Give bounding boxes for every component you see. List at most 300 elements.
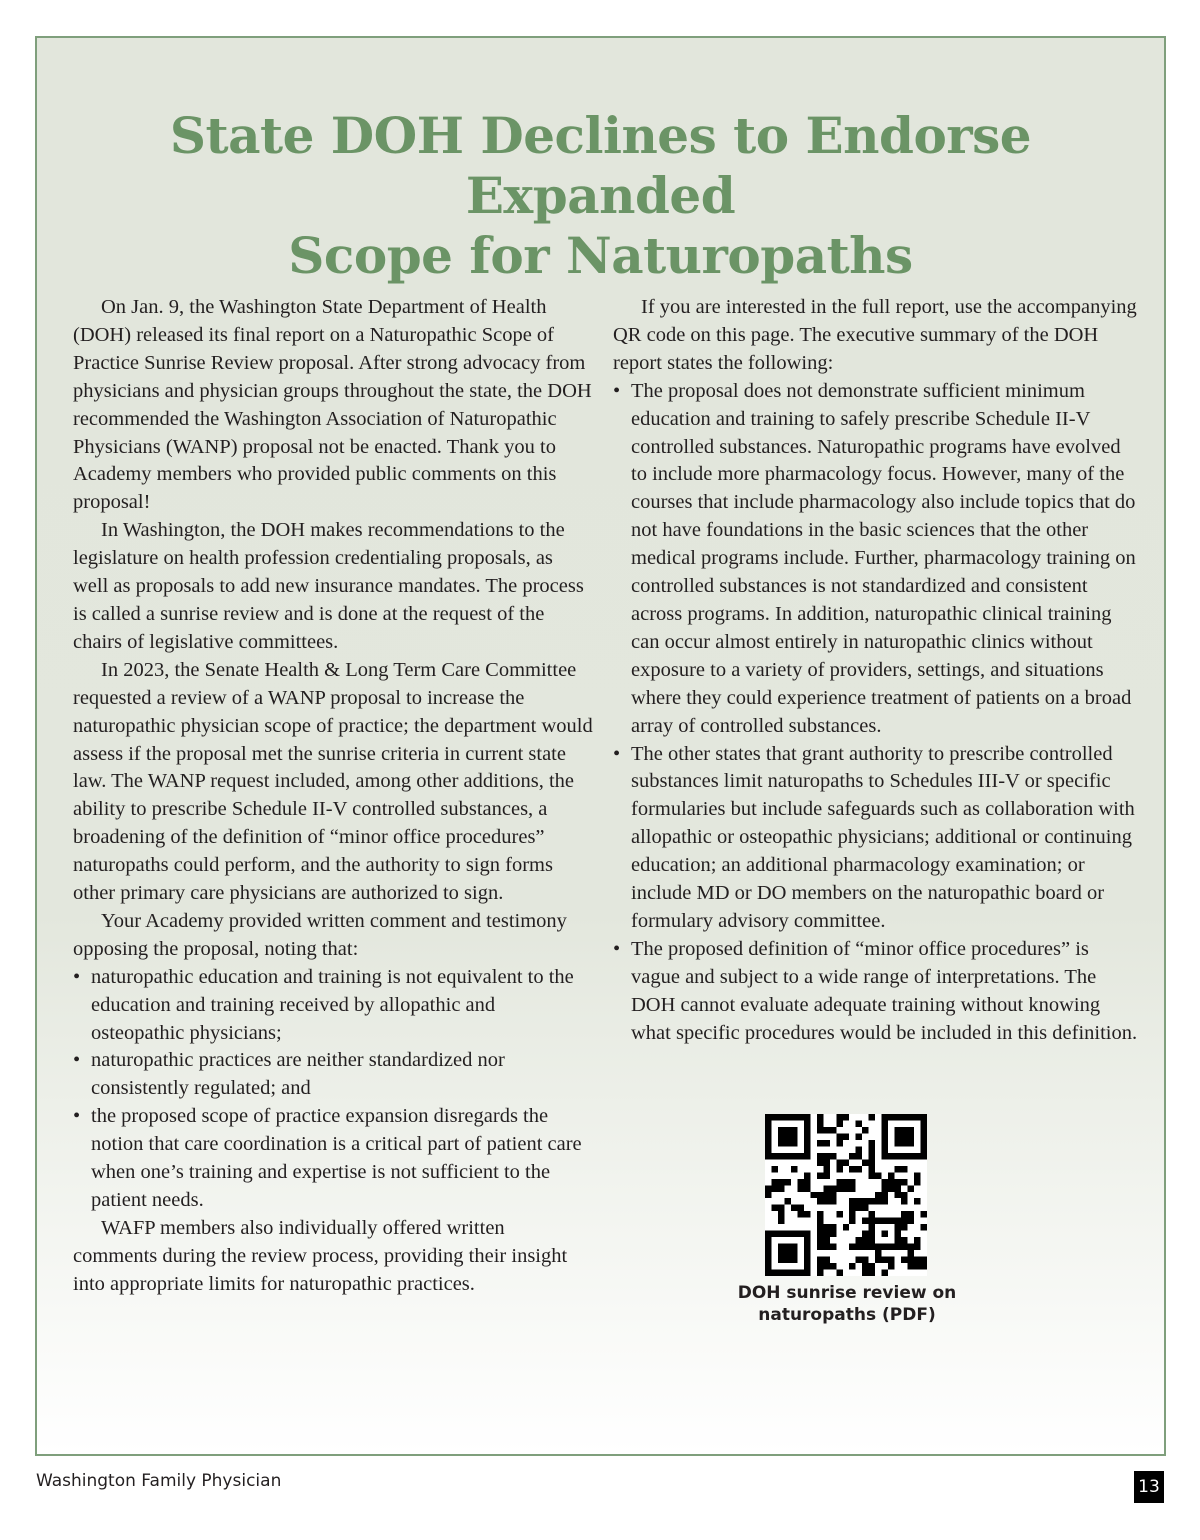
qr-module bbox=[862, 1205, 868, 1211]
qr-module bbox=[895, 1231, 901, 1237]
qr-module bbox=[784, 1127, 790, 1133]
qr-module bbox=[869, 1146, 875, 1152]
qr-module bbox=[791, 1140, 797, 1146]
qr-module bbox=[797, 1179, 803, 1185]
qr-module bbox=[875, 1192, 881, 1198]
qr-module bbox=[804, 1120, 810, 1126]
qr-module bbox=[856, 1133, 862, 1139]
qr-module bbox=[862, 1218, 868, 1224]
qr-module bbox=[843, 1114, 849, 1120]
qr-module bbox=[856, 1257, 862, 1263]
qr-module bbox=[908, 1257, 914, 1263]
qr-module bbox=[765, 1127, 771, 1133]
qr-module bbox=[778, 1127, 784, 1133]
qr-module bbox=[817, 1224, 823, 1230]
qr-module bbox=[784, 1231, 790, 1237]
qr-module bbox=[778, 1231, 784, 1237]
qr-module bbox=[765, 1263, 771, 1269]
qr-module bbox=[791, 1133, 797, 1139]
qr-module bbox=[901, 1133, 907, 1139]
qr-module bbox=[888, 1185, 894, 1191]
qr-module bbox=[804, 1172, 810, 1178]
qr-module bbox=[901, 1153, 907, 1159]
qr-module bbox=[778, 1114, 784, 1120]
qr-module bbox=[817, 1120, 823, 1126]
right-column bbox=[613, 294, 1138, 1047]
qr-module bbox=[908, 1218, 914, 1224]
list-item: • naturopathic practices are neither standardized nor consistently regulated; and bbox=[73, 1047, 593, 1103]
qr-module bbox=[869, 1198, 875, 1204]
qr-module bbox=[765, 1120, 771, 1126]
qr-module bbox=[823, 1166, 829, 1172]
qr-module bbox=[888, 1257, 894, 1263]
qr-module bbox=[804, 1250, 810, 1256]
qr-module bbox=[849, 1244, 855, 1250]
qr-module bbox=[791, 1270, 797, 1276]
qr-module bbox=[921, 1263, 927, 1269]
qr-module bbox=[856, 1198, 862, 1204]
paragraph: In Washington, the DOH makes recommendations to the legislature on health profession credentialing proposals, as well as proposals to add new insurance mandates. The process is called a sunrise review and is done at the request of the chairs of legislative committees. bbox=[73, 519, 584, 653]
qr-module bbox=[843, 1133, 849, 1139]
qr-module bbox=[895, 1114, 901, 1120]
qr-module bbox=[804, 1231, 810, 1237]
paragraph: If you are interested in the full report, use the accompanying QR code on this page. The executive summary of the DOH report states the following: bbox=[613, 296, 1137, 374]
qr-module bbox=[778, 1250, 784, 1256]
qr-module bbox=[765, 1231, 771, 1237]
qr-module bbox=[908, 1263, 914, 1269]
qr-module bbox=[862, 1270, 868, 1276]
qr-module bbox=[888, 1263, 894, 1269]
qr-module bbox=[869, 1159, 875, 1165]
qr-module bbox=[804, 1114, 810, 1120]
qr-module bbox=[882, 1114, 888, 1120]
qr-module bbox=[797, 1231, 803, 1237]
qr-module bbox=[843, 1224, 849, 1230]
qr-module bbox=[778, 1211, 784, 1217]
qr-module bbox=[856, 1237, 862, 1243]
qr-module bbox=[882, 1257, 888, 1263]
qr-module bbox=[856, 1205, 862, 1211]
qr-module bbox=[830, 1127, 836, 1133]
qr-module bbox=[921, 1211, 927, 1217]
qr-module bbox=[921, 1146, 927, 1152]
qr-module bbox=[771, 1153, 777, 1159]
qr-module bbox=[895, 1244, 901, 1250]
qr-module bbox=[817, 1211, 823, 1217]
qr-module bbox=[817, 1140, 823, 1146]
qr-module bbox=[771, 1179, 777, 1185]
page-number: 13 bbox=[1134, 1471, 1164, 1503]
qr-module bbox=[908, 1140, 914, 1146]
qr-module bbox=[908, 1250, 914, 1256]
qr-module bbox=[778, 1153, 784, 1159]
qr-module bbox=[784, 1140, 790, 1146]
qr-module bbox=[849, 1211, 855, 1217]
qr-module bbox=[849, 1263, 855, 1269]
list-item: • The other states that grant authority to prescribe controlled substances limit naturopaths to Schedules III-V or specific formularies but include safeguards such as collaboration with allopathic or osteopathic physicians; additional or continuing education; an additional pharmacology examination; or include MD or DO members on the naturopathic board or formulary advisory committee. bbox=[613, 741, 1138, 936]
qr-module bbox=[778, 1270, 784, 1276]
qr-module bbox=[888, 1179, 894, 1185]
paragraph: Your Academy provided written comment and testimony opposing the proposal, noting that: bbox=[73, 909, 567, 960]
qr-module bbox=[784, 1257, 790, 1263]
qr-module bbox=[914, 1257, 920, 1263]
qr-module bbox=[843, 1185, 849, 1191]
qr-module bbox=[817, 1218, 823, 1224]
qr-module bbox=[849, 1205, 855, 1211]
paragraph: WAFP members also individually offered written comments during the review process, providing their insight into appropriate limits for naturopathic practices. bbox=[73, 1216, 568, 1295]
qr-module bbox=[765, 1250, 771, 1256]
qr-module bbox=[765, 1244, 771, 1250]
qr-module bbox=[817, 1172, 823, 1178]
qr-module bbox=[797, 1211, 803, 1217]
qr-module bbox=[921, 1133, 927, 1139]
qr-module bbox=[771, 1231, 777, 1237]
qr-module bbox=[849, 1185, 855, 1191]
qr-module bbox=[804, 1140, 810, 1146]
qr-module bbox=[830, 1231, 836, 1237]
qr-module bbox=[817, 1244, 823, 1250]
qr-module bbox=[882, 1244, 888, 1250]
qr-module bbox=[914, 1179, 920, 1185]
qr-module bbox=[908, 1114, 914, 1120]
title-line-2: Scope for Naturopaths bbox=[288, 226, 913, 285]
qr-caption bbox=[697, 1282, 997, 1326]
qr-module bbox=[849, 1153, 855, 1159]
qr-module bbox=[765, 1192, 771, 1198]
qr-module bbox=[797, 1153, 803, 1159]
qr-module bbox=[921, 1224, 927, 1230]
qr-module bbox=[765, 1146, 771, 1152]
qr-module bbox=[862, 1159, 868, 1165]
qr-module bbox=[908, 1153, 914, 1159]
qr-module bbox=[856, 1120, 862, 1126]
qr-module bbox=[888, 1244, 894, 1250]
qr-module bbox=[869, 1153, 875, 1159]
qr-module bbox=[784, 1133, 790, 1139]
qr-module bbox=[856, 1146, 862, 1152]
qr-module bbox=[895, 1127, 901, 1133]
qr-module bbox=[791, 1257, 797, 1263]
qr-module bbox=[921, 1140, 927, 1146]
qr-module bbox=[784, 1250, 790, 1256]
qr-module bbox=[895, 1166, 901, 1172]
qr-module bbox=[771, 1270, 777, 1276]
qr-module bbox=[849, 1218, 855, 1224]
qr-module bbox=[908, 1133, 914, 1139]
qr-module bbox=[765, 1270, 771, 1276]
paragraph: In 2023, the Senate Health & Long Term Care Committee requested a review of a WANP proposal to increase the naturopathic physician scope of practice; the department would assess if the proposal met the sunrise criteria in current state law. The WANP request included, among other additions, the ability to prescribe Schedule II-V controlled substances, a broadening of the definition of “minor office procedures” naturopaths could perform, and the authority to sign forms other primary care physicians are authorized to sign. bbox=[73, 658, 593, 905]
qr-module bbox=[901, 1179, 907, 1185]
qr-module bbox=[875, 1250, 881, 1256]
qr-module bbox=[823, 1198, 829, 1204]
qr-module bbox=[921, 1120, 927, 1126]
qr-module bbox=[862, 1231, 868, 1237]
qr-caption-line-1: DOH sunrise review on bbox=[737, 1283, 957, 1303]
qr-module bbox=[914, 1172, 920, 1178]
qr-module bbox=[914, 1263, 920, 1269]
qr-module bbox=[823, 1185, 829, 1191]
qr-module bbox=[797, 1270, 803, 1276]
qr-module bbox=[823, 1127, 829, 1133]
qr-module bbox=[875, 1198, 881, 1204]
qr-module bbox=[888, 1172, 894, 1178]
qr-module bbox=[804, 1153, 810, 1159]
qr-module bbox=[804, 1237, 810, 1243]
qr-module bbox=[823, 1244, 829, 1250]
qr-module bbox=[862, 1244, 868, 1250]
qr-module bbox=[778, 1179, 784, 1185]
qr-module bbox=[823, 1192, 829, 1198]
qr-module bbox=[882, 1185, 888, 1191]
qr-module bbox=[830, 1192, 836, 1198]
qr-module bbox=[804, 1133, 810, 1139]
paragraph: On Jan. 9, the Washington State Department of Health (DOH) released its final report on a Naturopathic Scope of Practice Sunrise Review proposal. After strong advocacy from physicians and physician groups throughout the state, the DOH recommended the Washington Association of Naturopathic Physicians (WANP) proposal not be enacted. Thank you to Academy members who provided public comments on this proposal! bbox=[73, 296, 592, 514]
qr-module bbox=[778, 1218, 784, 1224]
qr-module bbox=[869, 1224, 875, 1230]
qr-module bbox=[895, 1237, 901, 1243]
qr-module bbox=[791, 1114, 797, 1120]
qr-module bbox=[784, 1114, 790, 1120]
qr-module bbox=[908, 1244, 914, 1250]
qr-module bbox=[882, 1133, 888, 1139]
qr-module bbox=[830, 1185, 836, 1191]
qr-module bbox=[895, 1140, 901, 1146]
qr-module bbox=[817, 1257, 823, 1263]
qr-module bbox=[882, 1270, 888, 1276]
qr-module bbox=[797, 1114, 803, 1120]
qr-module bbox=[830, 1263, 836, 1269]
qr-module bbox=[804, 1179, 810, 1185]
qr-module bbox=[882, 1192, 888, 1198]
qr-module bbox=[784, 1153, 790, 1159]
qr-module bbox=[830, 1244, 836, 1250]
qr-module bbox=[765, 1185, 771, 1191]
qr-module bbox=[836, 1270, 842, 1276]
qr-module bbox=[882, 1231, 888, 1237]
qr-module bbox=[882, 1179, 888, 1185]
qr-module bbox=[765, 1140, 771, 1146]
qr-module bbox=[804, 1127, 810, 1133]
article-title bbox=[37, 106, 1164, 286]
qr-module bbox=[843, 1159, 849, 1165]
qr-module bbox=[895, 1133, 901, 1139]
qr-module bbox=[849, 1166, 855, 1172]
qr-module bbox=[875, 1244, 881, 1250]
qr-module bbox=[804, 1185, 810, 1191]
qr-module bbox=[817, 1237, 823, 1243]
qr-module bbox=[817, 1159, 823, 1165]
qr-module bbox=[823, 1237, 829, 1243]
qr-module bbox=[804, 1257, 810, 1263]
bullet-list bbox=[73, 964, 593, 1215]
qr-module bbox=[791, 1166, 797, 1172]
qr-module bbox=[836, 1140, 842, 1146]
qr-module bbox=[875, 1257, 881, 1263]
qr-module bbox=[914, 1244, 920, 1250]
qr-module bbox=[836, 1211, 842, 1217]
qr-module bbox=[810, 1192, 816, 1198]
qr-module bbox=[869, 1270, 875, 1276]
qr-module bbox=[804, 1270, 810, 1276]
qr-module bbox=[875, 1218, 881, 1224]
qr-module bbox=[836, 1114, 842, 1120]
qr-module bbox=[869, 1114, 875, 1120]
qr-module bbox=[817, 1114, 823, 1120]
qr-module bbox=[901, 1211, 907, 1217]
qr-module bbox=[817, 1263, 823, 1269]
qr-module bbox=[875, 1172, 881, 1178]
qr-module bbox=[862, 1263, 868, 1269]
publication-name: Washington Family Physician bbox=[36, 1471, 282, 1491]
qr-module bbox=[921, 1127, 927, 1133]
qr-module bbox=[882, 1146, 888, 1152]
qr-module bbox=[817, 1270, 823, 1276]
qr-module bbox=[849, 1198, 855, 1204]
qr-module bbox=[888, 1114, 894, 1120]
article-panel bbox=[35, 36, 1166, 1456]
qr-module bbox=[804, 1146, 810, 1152]
qr-module bbox=[856, 1244, 862, 1250]
qr-module bbox=[901, 1237, 907, 1243]
qr-module bbox=[908, 1211, 914, 1217]
qr-module bbox=[901, 1127, 907, 1133]
qr-module bbox=[908, 1127, 914, 1133]
qr-module bbox=[778, 1257, 784, 1263]
qr-module bbox=[901, 1218, 907, 1224]
qr-module bbox=[823, 1263, 829, 1269]
qr-module bbox=[914, 1198, 920, 1204]
qr-module bbox=[784, 1270, 790, 1276]
qr-module bbox=[823, 1257, 829, 1263]
qr-module bbox=[765, 1114, 771, 1120]
qr-module bbox=[823, 1140, 829, 1146]
qr-module bbox=[908, 1185, 914, 1191]
qr-module bbox=[791, 1244, 797, 1250]
qr-module bbox=[778, 1205, 784, 1211]
qr-module bbox=[869, 1218, 875, 1224]
qr-module bbox=[765, 1133, 771, 1139]
qr-module bbox=[804, 1244, 810, 1250]
qr-module bbox=[823, 1153, 829, 1159]
qr-module bbox=[882, 1153, 888, 1159]
qr-module bbox=[862, 1257, 868, 1263]
qr-module bbox=[895, 1179, 901, 1185]
qr-module bbox=[914, 1153, 920, 1159]
list-item: • The proposal does not demonstrate sufficient minimum education and training to safely prescribe Schedule II-V controlled substances. Naturopathic programs have evolved to include more pharmacology focus. However, many of the courses that include pharmacology also include topics that do not have foundations in the basic sciences that the other medical programs include. Further, pharmacology training on controlled substances is not standardized and consistent across programs. In addition, naturopathic clinical training can occur almost entirely in naturopathic clinics without exposure to a variety of providers, settings, and situations where they could experience treatment of patients on a broad array of controlled substances. bbox=[613, 378, 1138, 741]
qr-module bbox=[895, 1224, 901, 1230]
qr-module bbox=[817, 1127, 823, 1133]
qr-module bbox=[791, 1127, 797, 1133]
qr-module bbox=[856, 1166, 862, 1172]
qr-module bbox=[823, 1159, 829, 1165]
qr-module bbox=[914, 1114, 920, 1120]
qr-module bbox=[901, 1166, 907, 1172]
qr-module bbox=[823, 1231, 829, 1237]
qr-module bbox=[823, 1172, 829, 1178]
qr-module bbox=[882, 1198, 888, 1204]
qr-module bbox=[836, 1166, 842, 1172]
qr-module bbox=[778, 1133, 784, 1139]
qr-module bbox=[862, 1198, 868, 1204]
qr-module bbox=[869, 1211, 875, 1217]
qr-module bbox=[869, 1231, 875, 1237]
qr-module bbox=[888, 1218, 894, 1224]
qr-module bbox=[791, 1205, 797, 1211]
qr-code-icon[interactable] bbox=[765, 1114, 927, 1276]
qr-module bbox=[901, 1257, 907, 1263]
qr-caption-line-2: naturopaths (PDF) bbox=[758, 1305, 936, 1325]
qr-module bbox=[914, 1237, 920, 1243]
qr-module bbox=[836, 1120, 842, 1126]
qr-module bbox=[921, 1257, 927, 1263]
qr-module bbox=[778, 1140, 784, 1146]
qr-module bbox=[817, 1231, 823, 1237]
qr-module bbox=[882, 1218, 888, 1224]
qr-module bbox=[901, 1224, 907, 1230]
qr-module bbox=[817, 1153, 823, 1159]
qr-module bbox=[771, 1114, 777, 1120]
qr-module bbox=[869, 1244, 875, 1250]
qr-module bbox=[895, 1218, 901, 1224]
list-item: • the proposed scope of practice expansion disregards the notion that care coordination is a critical part of patient care when one’s training and expertise is not sufficient to the patient needs. bbox=[73, 1103, 593, 1215]
qr-module bbox=[862, 1127, 868, 1133]
qr-module bbox=[869, 1166, 875, 1172]
qr-module bbox=[921, 1114, 927, 1120]
list-item: • The proposed definition of “minor office procedures” is vague and subject to a wide range of interpretations. The DOH cannot evaluate adequate training without knowing what specific procedures would be included in this definition. bbox=[613, 936, 1138, 1048]
qr-module bbox=[869, 1263, 875, 1269]
qr-module bbox=[804, 1211, 810, 1217]
qr-module bbox=[797, 1185, 803, 1191]
qr-module bbox=[856, 1153, 862, 1159]
qr-module bbox=[823, 1224, 829, 1230]
qr-module bbox=[791, 1250, 797, 1256]
qr-module bbox=[778, 1185, 784, 1191]
qr-module bbox=[882, 1127, 888, 1133]
list-item: • naturopathic education and training is not equivalent to the education and training received by allopathic and osteopathic physicians; bbox=[73, 964, 593, 1048]
qr-module bbox=[836, 1159, 842, 1165]
qr-module bbox=[830, 1224, 836, 1230]
qr-module bbox=[791, 1153, 797, 1159]
qr-module bbox=[804, 1263, 810, 1269]
title-line-1: State DOH Declines to Endorse Expanded bbox=[169, 106, 1032, 225]
qr-module bbox=[830, 1198, 836, 1204]
qr-module bbox=[895, 1192, 901, 1198]
qr-module bbox=[895, 1185, 901, 1191]
qr-module bbox=[836, 1185, 842, 1191]
qr-module bbox=[882, 1140, 888, 1146]
qr-module bbox=[791, 1231, 797, 1237]
qr-module bbox=[784, 1179, 790, 1185]
qr-module bbox=[765, 1153, 771, 1159]
qr-module bbox=[784, 1244, 790, 1250]
qr-module bbox=[765, 1257, 771, 1263]
qr-module bbox=[817, 1192, 823, 1198]
qr-module bbox=[901, 1114, 907, 1120]
qr-module bbox=[765, 1237, 771, 1243]
qr-module bbox=[862, 1237, 868, 1243]
qr-module bbox=[778, 1244, 784, 1250]
qr-module bbox=[882, 1120, 888, 1126]
qr-module bbox=[797, 1205, 803, 1211]
qr-module bbox=[901, 1198, 907, 1204]
qr-module bbox=[849, 1179, 855, 1185]
qr-module bbox=[869, 1140, 875, 1146]
qr-module bbox=[771, 1205, 777, 1211]
qr-module bbox=[869, 1172, 875, 1178]
qr-module bbox=[901, 1192, 907, 1198]
qr-module bbox=[869, 1237, 875, 1243]
qr-module bbox=[895, 1153, 901, 1159]
